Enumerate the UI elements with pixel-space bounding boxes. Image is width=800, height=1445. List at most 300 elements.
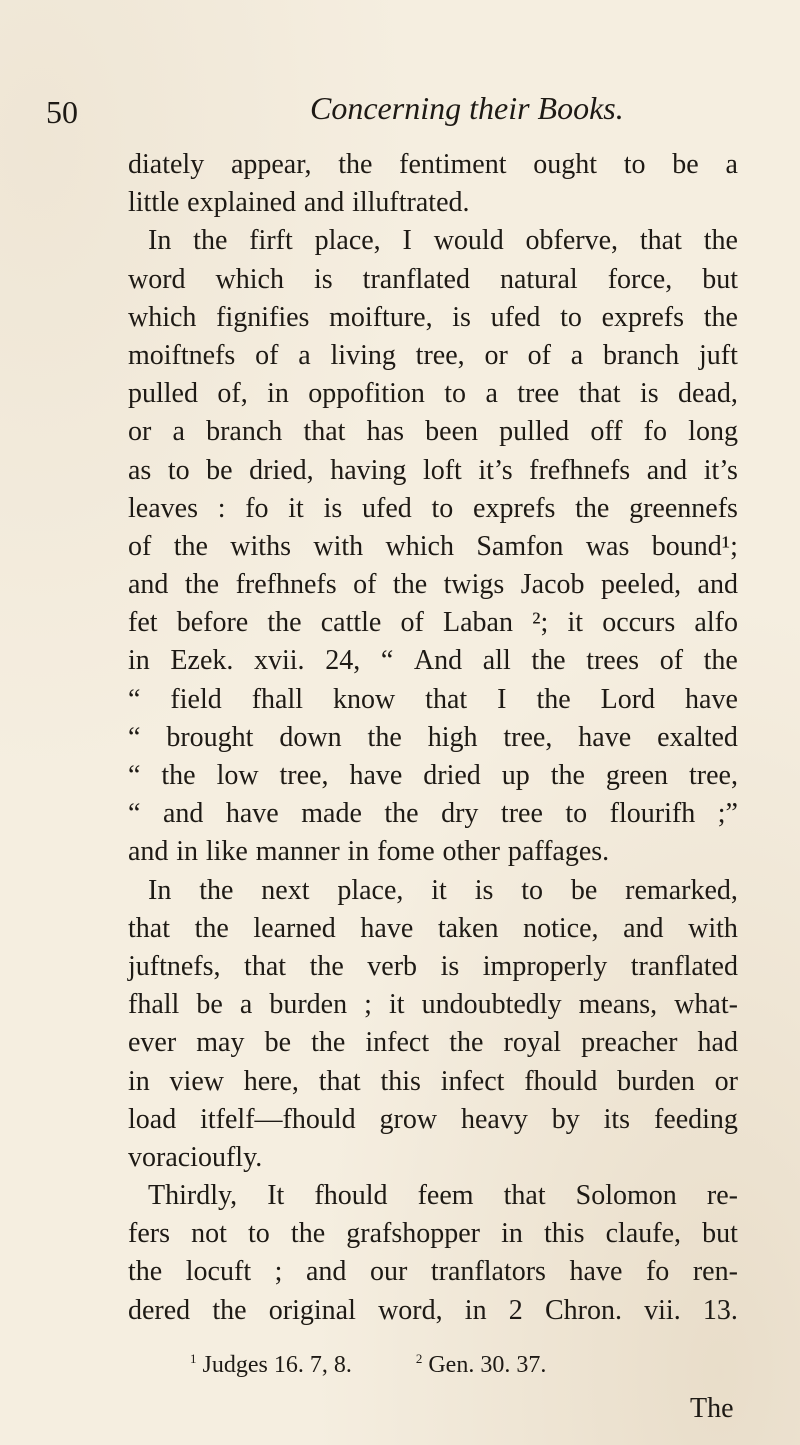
- word: to: [560, 301, 582, 333]
- word: be: [196, 989, 223, 1021]
- word: or: [128, 416, 152, 448]
- word: the: [128, 1256, 163, 1288]
- word: of: [400, 607, 424, 639]
- word: And: [413, 645, 463, 677]
- word: re-: [706, 1180, 738, 1212]
- word: Thirdly,: [148, 1180, 238, 1212]
- word: which: [215, 263, 284, 295]
- word: locuft: [185, 1256, 252, 1288]
- word: the: [384, 798, 419, 830]
- word: diately: [128, 149, 205, 180]
- word: the: [338, 149, 373, 180]
- word: ;: [274, 1256, 283, 1288]
- word: had: [697, 1027, 738, 1059]
- word: place,: [314, 225, 381, 257]
- word: explained: [187, 187, 296, 219]
- word: or: [714, 1065, 738, 1097]
- text-line: [128, 528, 738, 566]
- word: in: [464, 1294, 487, 1326]
- word: juftnefs,: [128, 950, 221, 982]
- word: having: [330, 454, 407, 486]
- word: have: [225, 798, 279, 830]
- word: have: [360, 912, 414, 944]
- word: fignifies: [216, 301, 310, 333]
- word: infect: [365, 1027, 430, 1059]
- word: itfelf—fhould: [200, 1103, 356, 1135]
- word: the: [367, 721, 402, 753]
- text-line: [128, 1177, 738, 1215]
- word: verb: [367, 950, 418, 982]
- word: to: [248, 1218, 270, 1250]
- text-line: [128, 948, 738, 986]
- word: fhould: [314, 1180, 388, 1212]
- word: heavy: [460, 1103, 528, 1135]
- text-line: [128, 413, 738, 451]
- word: it: [388, 989, 405, 1021]
- word: load: [128, 1103, 177, 1135]
- word: Lord: [600, 683, 656, 715]
- catchword: The: [690, 1393, 734, 1424]
- footnote-text: Judges 16. 7, 8.: [202, 1352, 352, 1378]
- word: have: [685, 683, 738, 715]
- running-head: Concerning their Books.: [310, 90, 624, 126]
- word: to: [444, 378, 467, 410]
- word: that: [244, 950, 287, 982]
- word: a: [570, 339, 584, 371]
- word: In: [148, 225, 172, 257]
- footnote-2: [416, 1352, 546, 1377]
- word: in: [128, 645, 150, 677]
- word: alfo: [694, 607, 738, 639]
- word: in: [267, 378, 289, 410]
- word: learned: [253, 912, 336, 944]
- word: flourifh: [609, 798, 696, 830]
- text-line: [128, 642, 738, 680]
- word: “: [128, 760, 141, 791]
- text-line: [128, 872, 738, 910]
- word: word: [128, 263, 186, 295]
- word: but: [702, 1218, 738, 1250]
- word: it: [288, 492, 304, 524]
- word: tree,: [279, 760, 329, 791]
- text-line: [128, 757, 738, 795]
- word: Chron.: [544, 1294, 622, 1326]
- word: branch: [602, 339, 680, 371]
- word: what-: [674, 989, 738, 1021]
- word: view: [169, 1065, 224, 1097]
- word: natural: [499, 263, 578, 295]
- word: dried,: [249, 454, 314, 486]
- word: may: [196, 1027, 245, 1059]
- word: tranflators: [430, 1256, 546, 1288]
- footnote-text: Gen. 30. 37.: [428, 1352, 547, 1378]
- word: that: [503, 1180, 546, 1212]
- word: a: [172, 416, 185, 448]
- text-line: [128, 795, 738, 833]
- word: a: [298, 339, 311, 371]
- word: exprefs: [601, 301, 685, 333]
- word: loft: [422, 454, 462, 486]
- word: Solomon: [575, 1180, 677, 1212]
- word: burden: [617, 1065, 695, 1097]
- word: like: [205, 836, 248, 868]
- text-line: [128, 375, 738, 413]
- text-line: [128, 184, 738, 222]
- word: that: [425, 683, 468, 715]
- word: to: [521, 874, 544, 906]
- word: the: [193, 225, 228, 257]
- word: and: [697, 569, 738, 601]
- word: is: [440, 950, 460, 982]
- word: and: [162, 798, 204, 830]
- word: is: [639, 378, 659, 410]
- word: undoubtedly: [421, 989, 562, 1021]
- word: preacher: [581, 1027, 678, 1059]
- word: frefhnefs: [529, 454, 631, 486]
- word: of: [659, 645, 684, 677]
- word: of: [255, 339, 279, 371]
- text-line: [128, 1063, 738, 1101]
- word: of,: [217, 378, 248, 410]
- word: not: [191, 1218, 227, 1250]
- word: it’s: [703, 454, 738, 486]
- word: xvii.: [254, 645, 305, 677]
- word: the: [184, 569, 220, 601]
- word: down: [279, 721, 342, 753]
- word: tree,: [689, 760, 738, 791]
- word: the: [199, 874, 234, 906]
- word: be: [206, 454, 233, 486]
- word: ufed: [490, 301, 541, 333]
- text-line: [128, 604, 738, 642]
- word: place,: [337, 874, 404, 906]
- word: tranflated: [630, 950, 738, 982]
- word: and: [306, 1256, 347, 1288]
- word: Ezek.: [170, 645, 234, 677]
- word: made: [301, 798, 362, 830]
- word: of: [128, 530, 152, 562]
- word: bound¹;: [651, 530, 738, 562]
- word: moiftnefs: [128, 339, 236, 371]
- word: fet: [128, 607, 158, 639]
- word: is: [323, 492, 343, 524]
- text-line: [128, 986, 738, 1024]
- word: that: [303, 416, 346, 448]
- word: tree,: [415, 339, 465, 371]
- word: tree: [517, 378, 560, 410]
- word: be: [570, 874, 598, 906]
- word: other: [442, 836, 500, 868]
- word: it: [431, 874, 447, 906]
- word: know: [332, 683, 396, 715]
- word: that: [578, 378, 621, 410]
- word: fentiment: [399, 149, 507, 180]
- word: voracioufly.: [128, 1141, 263, 1173]
- word: exalted: [657, 721, 738, 753]
- word: taken: [437, 912, 499, 944]
- word: ²;: [532, 607, 549, 639]
- word: word,: [378, 1294, 443, 1326]
- text-line: [128, 1292, 738, 1330]
- word: a: [725, 149, 738, 180]
- word: firft: [249, 225, 293, 257]
- word: be: [264, 1027, 291, 1059]
- word: in: [176, 836, 199, 868]
- word: and: [623, 912, 664, 944]
- word: Laban: [443, 607, 513, 639]
- word: I: [402, 225, 412, 257]
- word: fo: [643, 416, 667, 448]
- word: this: [544, 1218, 585, 1250]
- text-line: [128, 1101, 738, 1139]
- word: of: [527, 339, 551, 371]
- word: low: [216, 760, 259, 791]
- text-line: [128, 1253, 738, 1291]
- word: that: [639, 225, 682, 257]
- word: means,: [578, 989, 658, 1021]
- word: the: [290, 1218, 326, 1250]
- word: burden: [269, 989, 348, 1021]
- word: ;: [364, 989, 372, 1021]
- text-line: [128, 490, 738, 528]
- word: to: [167, 454, 190, 486]
- text-line: [128, 566, 738, 604]
- word: its: [603, 1103, 631, 1135]
- word: is: [313, 263, 333, 295]
- word: the: [392, 569, 428, 601]
- word: a: [239, 989, 253, 1021]
- word: would: [433, 225, 504, 257]
- word: notice,: [523, 912, 599, 944]
- word: it: [567, 607, 584, 639]
- word: 2: [508, 1294, 523, 1326]
- word: which: [128, 301, 197, 333]
- word: long: [688, 416, 738, 448]
- word: royal: [503, 1027, 562, 1059]
- word: remarked,: [625, 874, 738, 906]
- text-line: [128, 146, 738, 184]
- word: with: [688, 912, 738, 944]
- word: or: [484, 339, 508, 371]
- word: ufed: [362, 492, 412, 524]
- word: the: [173, 530, 208, 562]
- word: the: [267, 607, 302, 639]
- word: illuftrated.: [352, 187, 470, 219]
- body-text: [128, 146, 738, 1330]
- word: ;”: [717, 798, 738, 830]
- word: 24,: [325, 645, 361, 677]
- word: brought: [166, 721, 254, 753]
- word: in: [128, 1065, 150, 1097]
- word: I: [497, 683, 507, 715]
- word: manner: [255, 836, 340, 868]
- word: dered: [128, 1294, 191, 1326]
- text-line: [128, 681, 738, 719]
- word: oppofition: [308, 378, 425, 410]
- word: moifture,: [329, 301, 433, 333]
- word: dry: [441, 798, 479, 830]
- text-line: [128, 1139, 738, 1177]
- text-line: [128, 1024, 738, 1062]
- word: here,: [243, 1065, 299, 1097]
- word: twigs: [443, 569, 505, 601]
- word: to: [431, 492, 454, 524]
- word: leaves: [128, 492, 198, 524]
- text-line: [128, 833, 738, 871]
- word: Jacob: [520, 569, 585, 601]
- word: 13.: [702, 1294, 738, 1326]
- word: it’s: [478, 454, 513, 486]
- word: to: [565, 798, 588, 830]
- word: grafshopper: [346, 1218, 480, 1250]
- word: the: [194, 912, 229, 944]
- word: the: [703, 225, 738, 257]
- word: the: [575, 492, 610, 524]
- word: “: [380, 645, 394, 677]
- text-line: [128, 910, 738, 948]
- word: fhall: [128, 989, 180, 1021]
- word: force,: [607, 263, 673, 295]
- word: and: [646, 454, 688, 486]
- word: the: [531, 645, 566, 677]
- word: and: [128, 836, 169, 868]
- text-line: [128, 222, 738, 260]
- word: been: [425, 416, 478, 448]
- word: fhall: [251, 683, 303, 715]
- text-line: [128, 337, 738, 375]
- word: paffages.: [507, 836, 610, 868]
- word: grow: [379, 1103, 438, 1135]
- word: by: [551, 1103, 580, 1135]
- word: improperly: [482, 950, 608, 982]
- page-number: 50: [46, 94, 78, 130]
- footnote-marker: 1: [190, 1351, 197, 1366]
- word: the: [309, 950, 344, 982]
- word: tree,: [503, 721, 553, 753]
- word: cattle: [320, 607, 382, 639]
- word: feem: [417, 1180, 474, 1212]
- word: of: [353, 569, 377, 601]
- word: that: [318, 1065, 361, 1097]
- word: a: [485, 378, 498, 410]
- word: dead,: [678, 378, 738, 410]
- word: tree: [500, 798, 543, 830]
- word: fhould: [524, 1065, 598, 1097]
- text-line: [128, 261, 738, 299]
- word: branch: [206, 416, 283, 448]
- word: has: [366, 416, 404, 448]
- word: “: [128, 798, 141, 830]
- word: little: [128, 187, 180, 219]
- word: ever: [128, 1027, 177, 1059]
- word: with: [313, 530, 364, 562]
- word: tranflated: [362, 263, 470, 295]
- word: frefhnefs: [235, 569, 337, 601]
- word: the: [703, 645, 738, 677]
- word: and: [303, 187, 345, 219]
- word: ought: [533, 149, 597, 180]
- word: pulled: [128, 378, 198, 410]
- word: before: [176, 607, 249, 639]
- word: juft: [698, 339, 738, 371]
- word: fo: [645, 1256, 670, 1288]
- word: up: [501, 760, 530, 791]
- word: high: [427, 721, 478, 753]
- word: have: [569, 1256, 623, 1288]
- word: dried: [423, 760, 481, 791]
- word: is: [452, 301, 471, 333]
- word: that: [128, 912, 170, 944]
- word: this: [380, 1065, 421, 1097]
- word: obferve,: [525, 225, 619, 257]
- word: green: [605, 760, 669, 791]
- word: but: [702, 263, 738, 295]
- word: exprefs: [473, 492, 556, 524]
- word: It: [267, 1180, 285, 1212]
- word: all: [482, 645, 511, 677]
- word: the: [161, 760, 196, 791]
- word: peeled,: [601, 569, 682, 601]
- text-line: [128, 1215, 738, 1253]
- text-line: [128, 719, 738, 757]
- word: the: [311, 1027, 346, 1059]
- word: next: [261, 874, 310, 906]
- word: to: [623, 149, 646, 180]
- footnote-1: [190, 1352, 352, 1377]
- word: is: [474, 874, 494, 906]
- word: the: [449, 1027, 484, 1059]
- word: ren-: [692, 1256, 738, 1288]
- word: have: [349, 760, 403, 791]
- word: the: [536, 683, 571, 715]
- text-line: [128, 299, 738, 337]
- word: in: [501, 1218, 523, 1250]
- word: fome: [377, 836, 435, 868]
- footnotes: [190, 1352, 604, 1377]
- word: original: [268, 1294, 356, 1326]
- word: the: [703, 301, 738, 333]
- text-line: [128, 452, 738, 490]
- word: :: [217, 492, 226, 524]
- word: fers: [128, 1218, 170, 1250]
- word: as: [128, 454, 152, 486]
- word: have: [578, 721, 632, 753]
- word: and: [128, 569, 169, 601]
- word: “: [128, 683, 141, 715]
- word: pulled: [499, 416, 570, 448]
- word: “: [128, 721, 141, 753]
- word: was: [585, 530, 630, 562]
- word: appear,: [230, 149, 312, 180]
- word: our: [370, 1256, 408, 1288]
- word: feeding: [653, 1103, 738, 1135]
- word: greennefs: [629, 492, 738, 524]
- word: claufe,: [605, 1218, 682, 1250]
- word: which: [385, 530, 454, 562]
- word: occurs: [602, 607, 676, 639]
- word: living: [330, 339, 396, 371]
- footnote-marker: 2: [415, 1351, 423, 1366]
- word: off: [590, 416, 623, 448]
- word: the: [550, 760, 585, 791]
- word: infect: [440, 1065, 505, 1097]
- word: field: [170, 683, 222, 715]
- word: fo: [245, 492, 269, 524]
- word: in: [347, 836, 370, 868]
- word: trees: [586, 645, 640, 677]
- word: Samfon: [476, 530, 564, 562]
- word: vii.: [644, 1294, 681, 1326]
